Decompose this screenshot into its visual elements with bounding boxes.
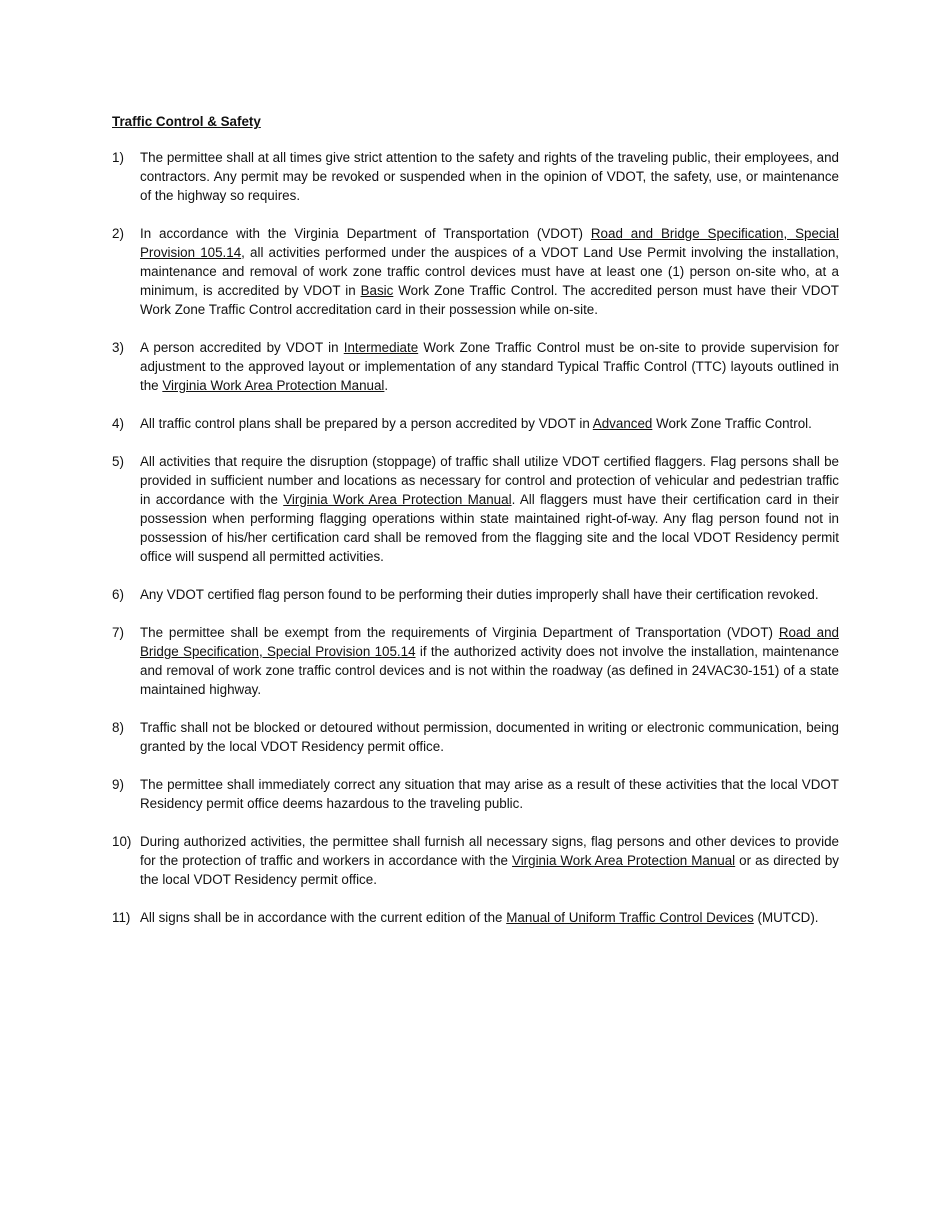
text-segment: Work Zone Traffic Control must be on-site to provide supervision for adjustment to the approved layout or implementation of any standard Typical Traffic Control (TTC) layouts outlined in the (140, 340, 839, 393)
item-text (140, 587, 819, 602)
text-segment: . (384, 378, 389, 393)
list-item (112, 414, 839, 433)
item-number: 10) (112, 834, 132, 849)
list-item (112, 452, 839, 566)
list-item (112, 148, 839, 205)
provisions-list (112, 148, 839, 927)
text-segment: . All flaggers must have their certification card in their possession when performing flagging operations within state maintained right-of-way. Any flag person found not in possession of his/her certification card shall be removed from the flagging site and the local VDOT Residency permit office will suspend all permitted activities. (140, 492, 839, 564)
list-item (112, 832, 839, 889)
item-text (140, 910, 819, 925)
item-number: 7) (112, 625, 124, 640)
text-segment: , all activities performed under the auspices of a VDOT Land Use Permit involving the installation, maintenance and removal of work zone traffic control devices must have at least one (1) person on-site who, at a minimum, is accredited by VDOT in (140, 245, 839, 298)
item-text (140, 720, 839, 754)
item-text (140, 834, 839, 887)
item-text (140, 340, 839, 393)
text-segment: if the authorized activity does not involve the installation, maintenance and removal of work zone traffic control devices and is not within the roadway (as defined in 24VAC30-151) of a state maintained highway. (140, 644, 839, 697)
list-item (112, 718, 839, 756)
list-item (112, 585, 839, 604)
list-item (112, 775, 839, 813)
text-segment: All signs shall be in accordance with the current edition of the (140, 910, 507, 925)
referenced-document-title: Intermediate (343, 340, 419, 355)
text-segment: Any VDOT certified flag person found to be performing their duties improperly shall have their certification revoked. (140, 587, 819, 602)
item-number: 9) (112, 777, 124, 792)
referenced-document-title: Basic (360, 283, 394, 298)
item-number: 1) (112, 150, 124, 165)
referenced-document-title: Manual of Uniform Traffic Control Devices (506, 910, 754, 925)
item-text (140, 777, 839, 811)
text-segment: or as directed by the local VDOT Residency permit office. (140, 853, 839, 887)
list-item (112, 224, 839, 319)
text-segment: All activities that require the disruption (stoppage) of traffic shall utilize VDOT certified flaggers. Flag persons shall be provided in sufficient number and locations as necessary for control and protection of vehicular and pedestrian traffic in accordance with the (140, 454, 839, 507)
item-number: 11) (112, 910, 131, 925)
text-segment: Traffic shall not be blocked or detoured without permission, documented in writing or electronic communication, being granted by the local VDOT Residency permit office. (140, 720, 839, 754)
text-segment: The permittee shall immediately correct any situation that may arise as a result of these activities that the local VDOT Residency permit office deems hazardous to the traveling public. (140, 777, 839, 811)
text-segment: A person accredited by VDOT in (140, 340, 344, 355)
text-segment: The permittee shall be exempt from the requirements of Virginia Department of Transportation (VDOT) (140, 625, 779, 640)
item-number: 4) (112, 416, 124, 431)
list-item (112, 623, 839, 699)
item-number: 6) (112, 587, 124, 602)
text-segment: In accordance with the Virginia Department of Transportation (VDOT) (140, 226, 591, 241)
text-segment: The permittee shall at all times give strict attention to the safety and rights of the traveling public, their employees, and contractors. Any permit may be revoked or suspended when in the opinion of VDOT, the safety, use, or maintenance of the highway so requires. (140, 150, 839, 203)
section-title: Traffic Control & Safety (112, 114, 261, 129)
item-text (140, 416, 812, 431)
referenced-document-title: Virginia Work Area Protection Manual (283, 492, 512, 507)
referenced-document-title: Virginia Work Area Protection Manual (512, 853, 736, 868)
item-text (140, 454, 839, 564)
item-number: 2) (112, 226, 124, 241)
referenced-document-title: Advanced (592, 416, 653, 431)
text-segment: All traffic control plans shall be prepared by a person accredited by VDOT in (140, 416, 593, 431)
list-item (112, 908, 839, 927)
text-segment: Work Zone Traffic Control. (652, 416, 812, 431)
referenced-document-title: Virginia Work Area Protection Manual (162, 378, 385, 393)
text-segment: (MUTCD). (753, 910, 819, 925)
item-text (140, 625, 839, 697)
item-number: 5) (112, 454, 124, 469)
document-page (112, 112, 839, 946)
item-text (140, 226, 839, 317)
referenced-document-title: Road and Bridge Specification, Special Provision 105.14 (140, 625, 839, 659)
text-segment: During authorized activities, the permittee shall furnish all necessary signs, flag persons and other devices to provide for the protection of traffic and workers in accordance with the (140, 834, 839, 868)
item-number: 8) (112, 720, 124, 735)
list-item (112, 338, 839, 395)
item-number: 3) (112, 340, 124, 355)
referenced-document-title: Road and Bridge Specification, Special Provision 105.14 (140, 226, 839, 260)
item-text (140, 150, 839, 203)
text-segment: Work Zone Traffic Control. The accredited person must have their VDOT Work Zone Traffic Control accreditation card in their possession while on-site. (140, 283, 839, 317)
